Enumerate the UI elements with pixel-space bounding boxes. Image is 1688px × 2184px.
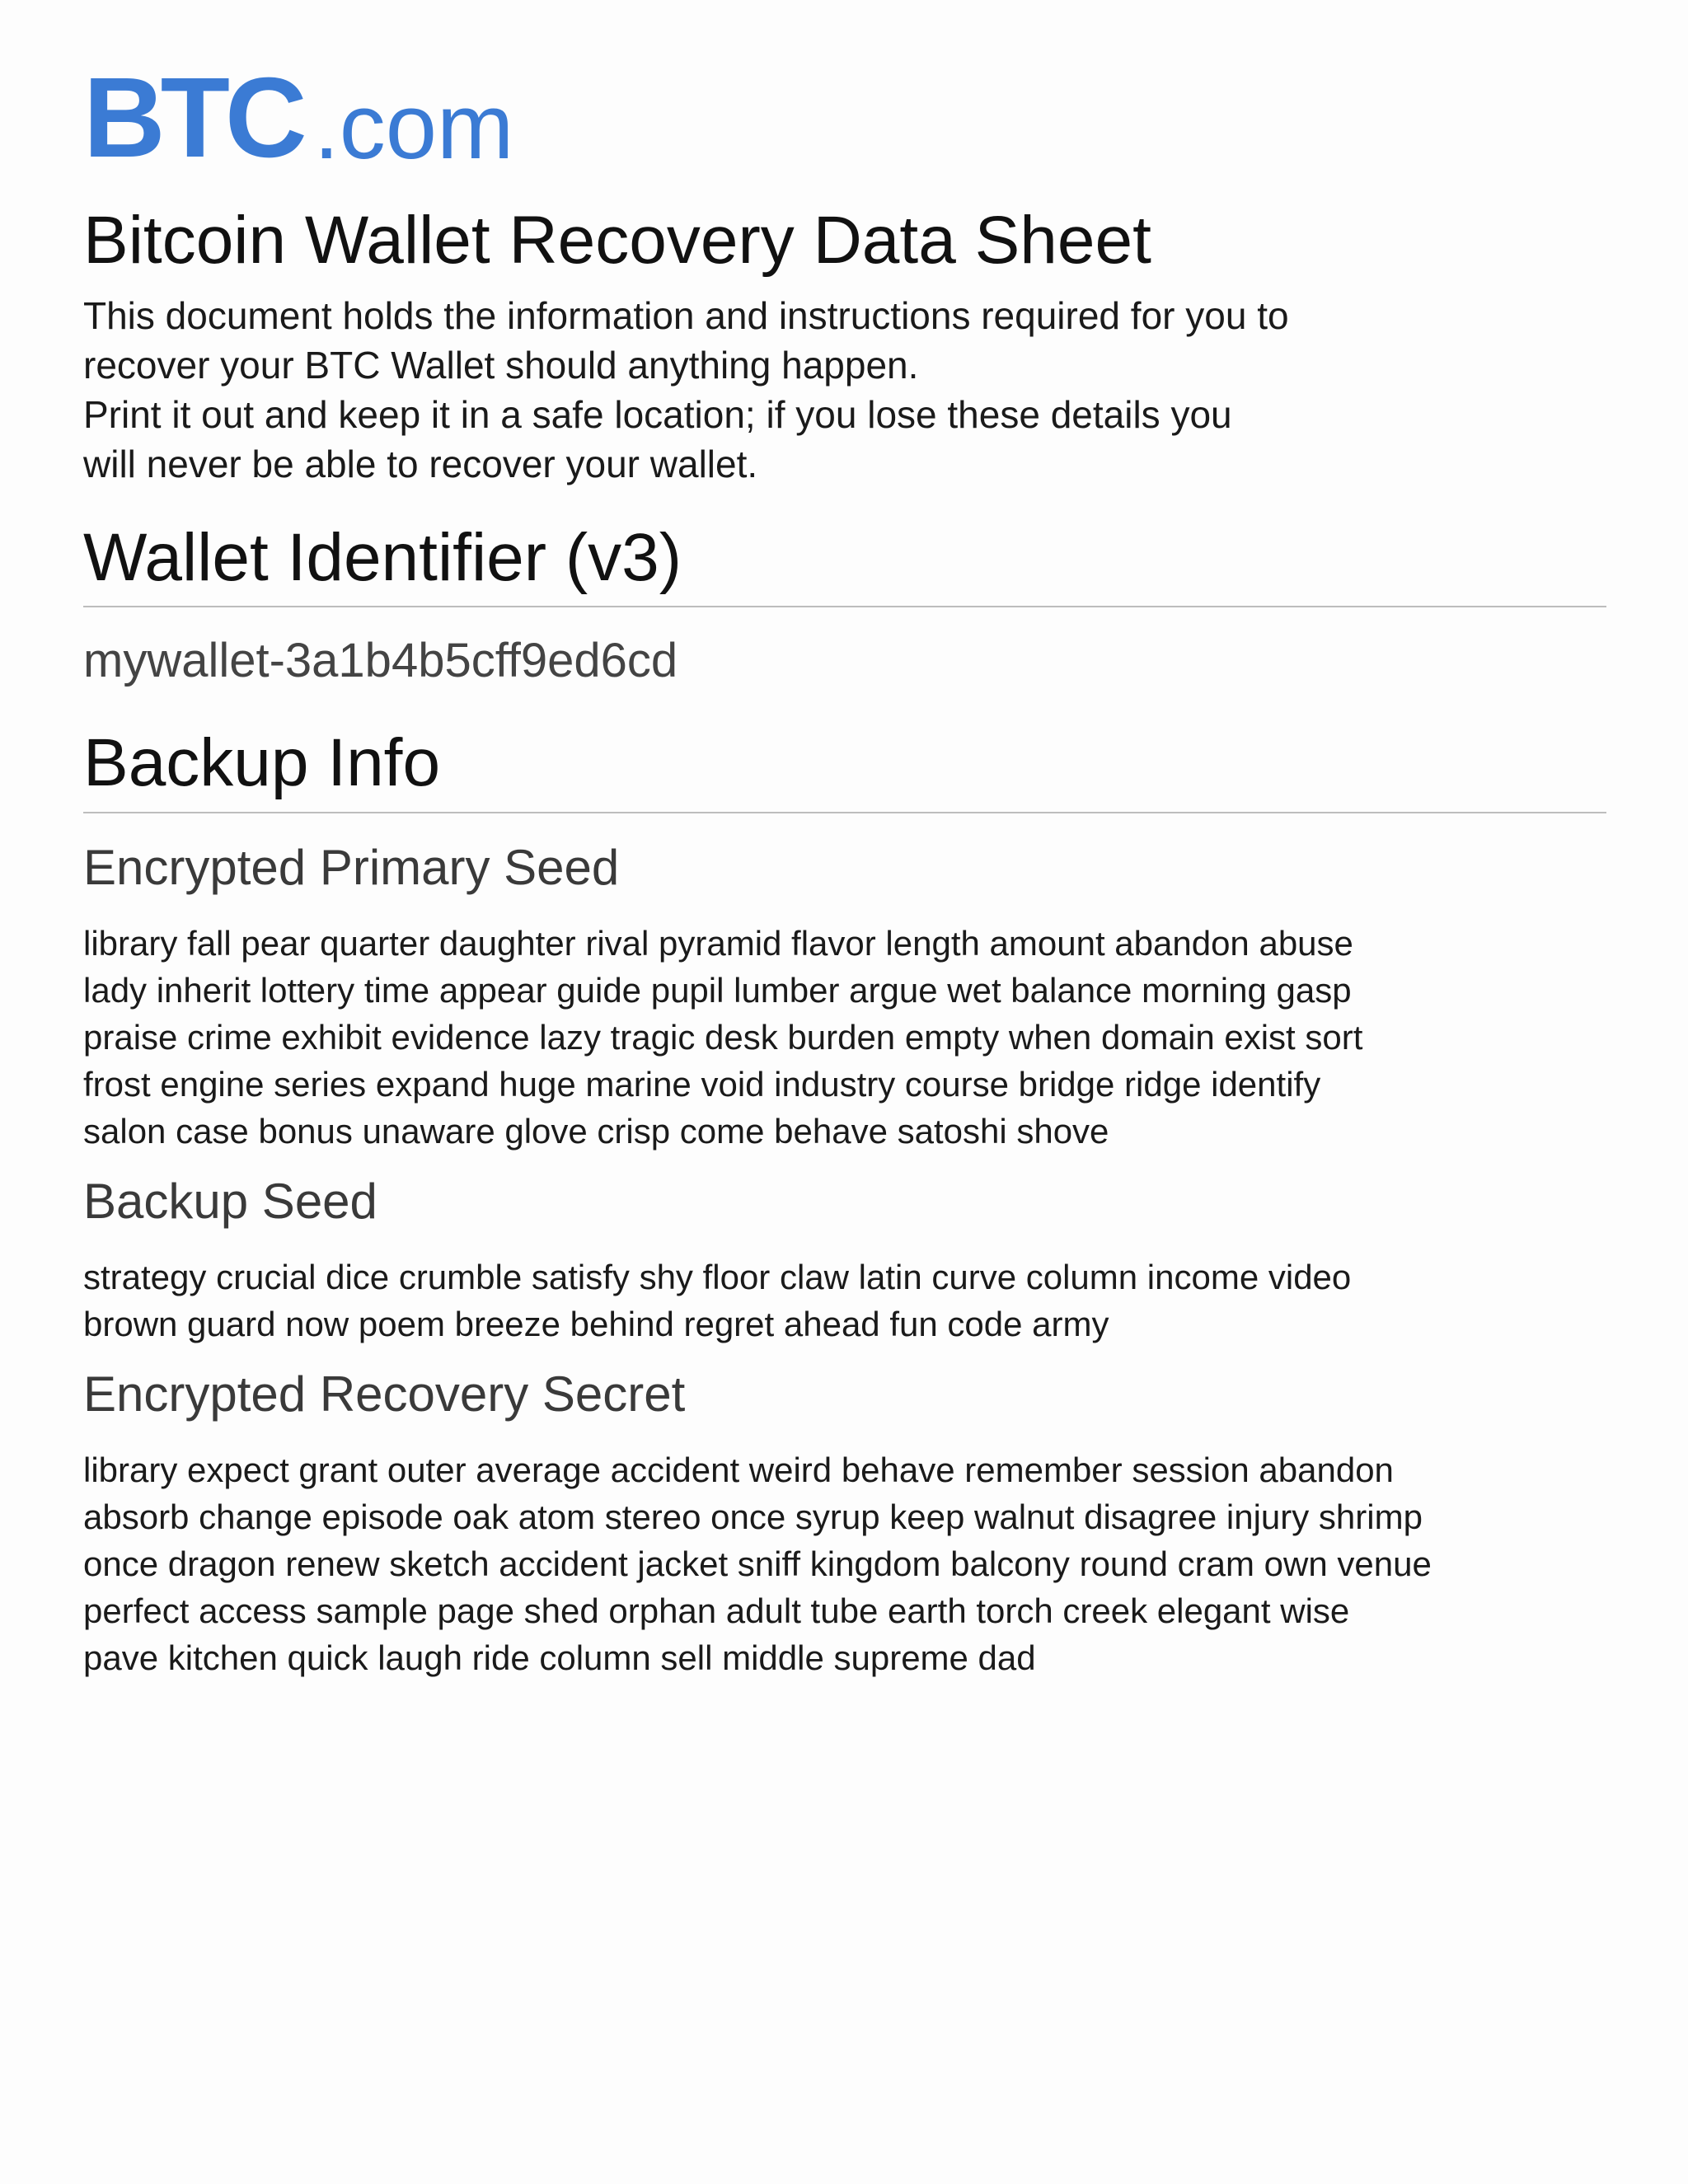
- intro-line: This document holds the information and instructions required for you to: [83, 294, 1289, 337]
- secret-line: absorb change episode oak atom stereo once syrup keep walnut disagree injury shrimp: [83, 1497, 1423, 1536]
- intro-line: Print it out and keep it in a safe location; if you lose these details you: [83, 393, 1232, 436]
- btc-logo: [83, 54, 514, 181]
- section-divider: [83, 606, 1606, 607]
- intro-text: [83, 291, 1402, 489]
- secret-line: pave kitchen quick laugh ride column sell middle supreme dad: [83, 1638, 1036, 1677]
- seed-line: salon case bonus unaware glove crisp come behave satoshi shove: [83, 1112, 1109, 1151]
- encrypted-recovery-secret-words: [83, 1446, 1501, 1681]
- seed-line: lady inherit lottery time appear guide pupil lumber argue wet balance morning gasp: [83, 971, 1352, 1010]
- logo-domain-text: .com: [313, 75, 514, 178]
- wallet-identifier-heading: Wallet Identifier (v3): [83, 520, 682, 595]
- backup-seed-words: [83, 1254, 1501, 1347]
- backup-info-heading: Backup Info: [83, 725, 441, 800]
- seed-line: frost engine series expand huge marine void industry course bridge ridge identify: [83, 1065, 1321, 1104]
- encrypted-primary-seed-words: [83, 920, 1501, 1155]
- seed-line: praise crime exhibit evidence lazy tragic desk burden empty when domain exist sort: [83, 1018, 1363, 1057]
- seed-line: brown guard now poem breeze behind regret ahead fun code army: [83, 1305, 1109, 1343]
- seed-line: strategy crucial dice crumble satisfy shy floor claw latin curve column income video: [83, 1258, 1352, 1296]
- encrypted-recovery-secret-heading: Encrypted Recovery Secret: [83, 1366, 686, 1422]
- secret-line: library expect grant outer average accident weird behave remember session abandon: [83, 1451, 1394, 1489]
- backup-seed-heading: Backup Seed: [83, 1174, 377, 1229]
- intro-line: recover your BTC Wallet should anything happen.: [83, 344, 919, 387]
- logo-brand-text: BTC: [83, 54, 302, 181]
- secret-line: once dragon renew sketch accident jacket sniff kingdom balcony round cram own venue: [83, 1544, 1432, 1583]
- seed-line: library fall pear quarter daughter rival pyramid flavor length amount abandon abuse: [83, 924, 1353, 963]
- encrypted-primary-seed-heading: Encrypted Primary Seed: [83, 840, 620, 895]
- secret-line: perfect access sample page shed orphan adult tube earth torch creek elegant wise: [83, 1591, 1350, 1630]
- wallet-identifier-value: mywallet-3a1b4b5cff9ed6cd: [83, 634, 678, 687]
- section-divider: [83, 812, 1606, 813]
- intro-line: will never be able to recover your wallet.: [83, 443, 758, 485]
- document-title: Bitcoin Wallet Recovery Data Sheet: [83, 203, 1151, 278]
